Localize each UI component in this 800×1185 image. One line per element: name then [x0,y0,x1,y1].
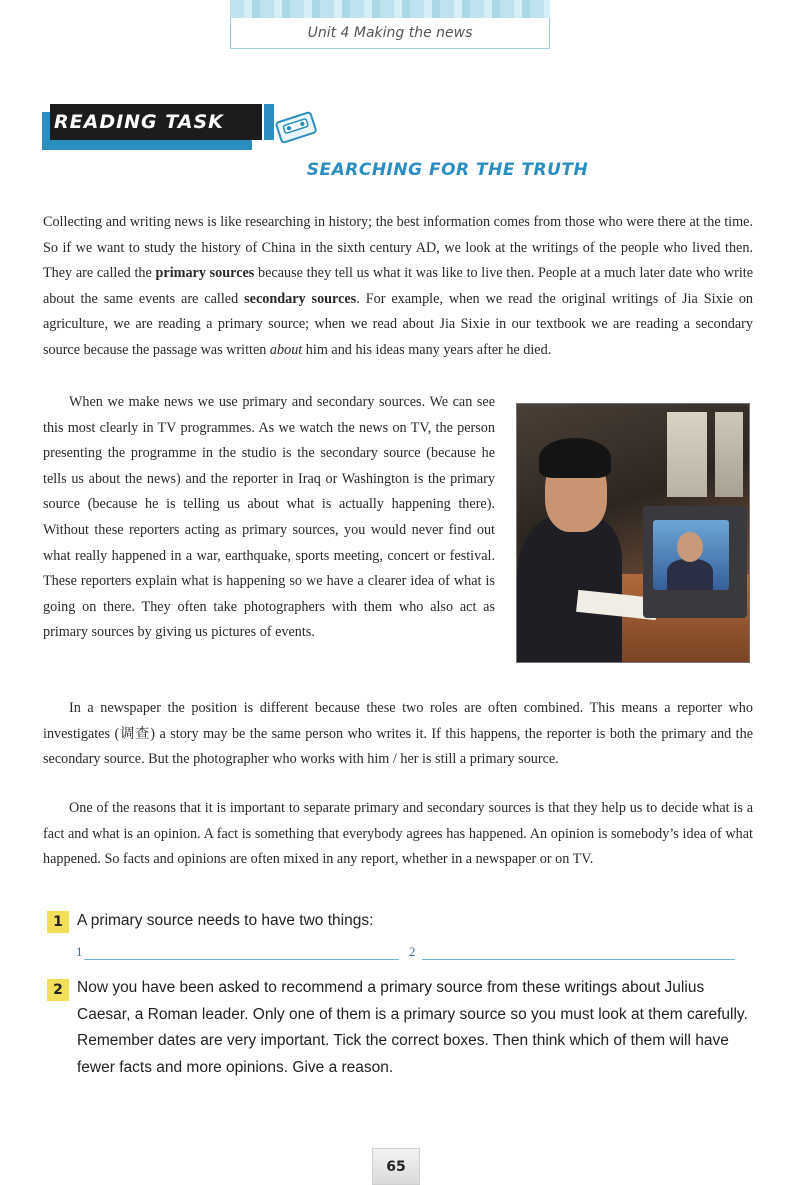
p1-text-3: . For example, when we read the original writings of Jia Sixie on agriculture, we are reading a primary source; when we read about Jia Sixie in our textbook we are reading a secondary source because the passage was written [43,290,754,358]
emphasis-about: about [269,341,303,358]
paragraph-2: When we make news we use primary and secondary sources. We can see this most clearly in TV programmes. As we watch the news on TV, the person presenting the programme in the studio is the secondary source (because he tells us about the news) and the reporter in Iraq or Washington is the primary source (because he is telling us about what is actually happening there). Without these reporters acting as primary sources, you would never find out what really happened in a war, earthquake, sports meeting, concert or festival. These reporters explain what is happening so we have a clearer idea of what is going on there. They often take photographers with them who also act as primary sources by giving us pictures of events. [43,394,495,641]
header-decoration-band [230,0,550,18]
cassette-icon [275,110,317,144]
banner-accent-bar [264,104,274,140]
p1-text-1: Collecting and writing news is like researching in history; the best information comes from those who were there at the time. So if we want to study the history of China in the sixth century AD, we look at the writings of the people who lived then. They are called the [43,214,753,282]
task-1-blank-2-label: 2 [409,944,416,959]
unit-header [230,18,550,49]
task-2-number: 2 [47,979,69,1001]
banner-label-text: READING TASK [54,111,224,133]
paragraph-4: One of the reasons that it is important to separate primary and secondary sources is that they help us to decide what is a fact and what is an opinion. A fact is something that everybody agrees has happened. An opinion is somebody’s idea of what happened. So facts and opinions are often mixed in any report, whether in a newspaper or on TV. [43,800,753,868]
term-primary-sources: primary sources [155,265,255,282]
term-secondary-sources: secondary sources [244,290,357,307]
p1-text-4: him and his ideas many years after he died. [302,341,552,358]
unit-title: Unit 4 Making the news [307,25,473,41]
paragraph-1 [43,210,753,364]
page-number: 65 [372,1148,420,1185]
task-1-blank-2-line[interactable] [422,959,735,960]
reading-task-banner [42,104,267,150]
p1-text-2: because they tell us what it was like to live then. People at a much later date who write about the same events are called [43,265,754,307]
task-1-number: 1 [47,911,69,933]
task-1-blank-1-line[interactable] [84,959,399,960]
banner-label [50,104,262,140]
task-2-text: Now you have been asked to recommend a primary source from these writings about Julius Caesar, a Roman leader. Only one of them is a primary source so you must look at them carefully. Remember dates are very important. Tick the correct boxes. Then think which of them will have fewer facts and more opinions. Give a reason. [77,979,748,1076]
task-1-text: A primary source needs to have two things: [77,912,374,929]
tv-studio-photo [516,403,750,663]
page-title: SEARCHING FOR THE TRUTH [306,160,589,180]
paragraph-3: In a newspaper the position is different because these two roles are often combined. This means a reporter who investigates (调查) a story may be the same person who writes it. If this happens, the reporter is both the primary and the secondary source. But the photographer who works with him / her is still a primary source. [43,700,753,768]
task-1-blank-1-label: 1 [76,944,83,959]
